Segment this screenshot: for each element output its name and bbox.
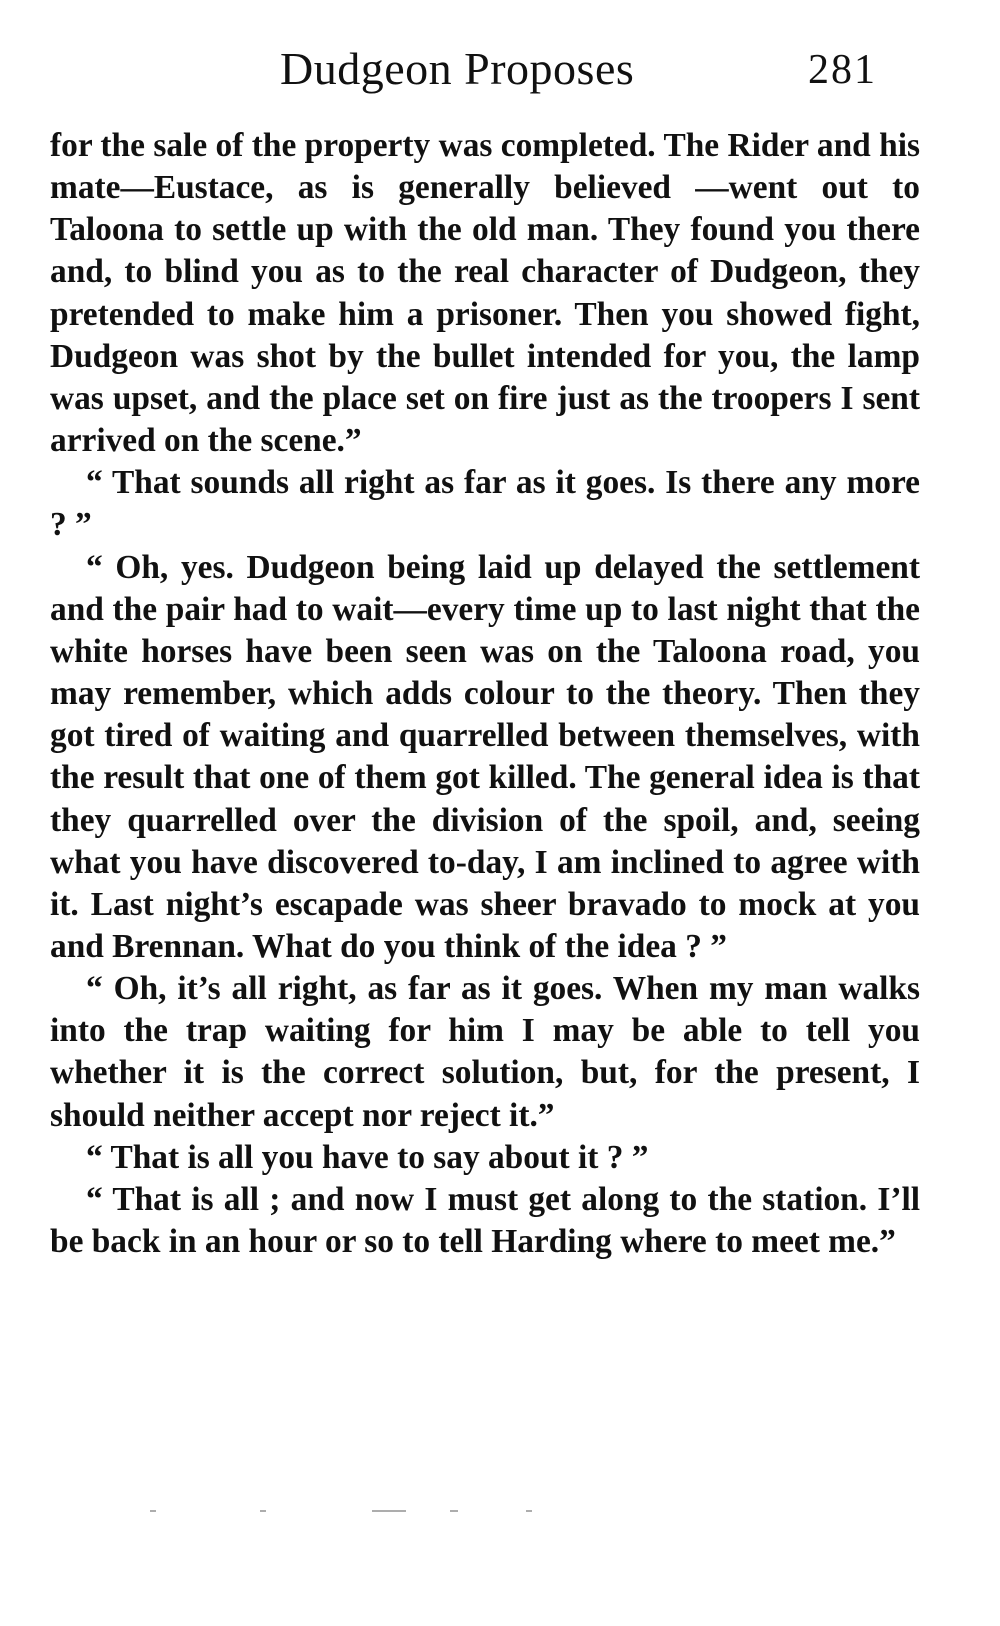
scan-mark xyxy=(260,1510,266,1512)
paragraph-continued: for the sale of the property was completed. The Rider and his mate—Eustace, as is generally believed —went out to Taloona to settle up with the old man. They found you there and, to blind you as to the real character of Dudgeon, they pretended to make him a prisoner. Then you showed fight, Dudgeon was shot by the bullet intended for you, the lamp was upset, and the place set on fire just as the troopers I sent arrived on the scene.” xyxy=(50,127,920,460)
paragraph-dialogue: “ Oh, it’s all right, as far as it goes. When my man walks into the trap waiting for him I may be able to tell you whether it is the correct solution, but, for the present, I should neither accept nor reject it.” xyxy=(50,970,920,1134)
page-number: 281 xyxy=(808,47,877,93)
scan-artifact-marks xyxy=(150,1510,550,1516)
page-header xyxy=(0,42,1000,112)
scan-mark xyxy=(150,1510,156,1512)
paragraph-dialogue: “ That sounds all right as far as it goes. Is there any more ? ” xyxy=(50,464,920,544)
paragraph-dialogue: “ Oh, yes. Dudgeon being laid up delayed the settlement and the pair had to wait—every time up to last night that the white horses have been seen was on the Taloona road, you may remember, which adds colour to the theory. Then they got tired of waiting and quarrelled between themselves, with the result that one of them got killed. The general idea is that they quarrelled over the division of the spoil, and, seeing what you have discovered to-day, I am inclined to agree with it. Last night’s escapade was sheer bravado to mock at you and Brennan. What do you think of the idea ? ” xyxy=(50,548,920,965)
body-text xyxy=(50,125,920,1263)
paragraph-dialogue: “ That is all you have to say about it ? ” xyxy=(86,1138,649,1176)
scan-mark xyxy=(526,1510,532,1512)
scan-mark xyxy=(450,1510,458,1512)
paragraph-dialogue: “ That is all ; and now I must get along to the station. I’ll be back in an hour or so to tell Harding where to meet me.” xyxy=(50,1180,920,1261)
running-title: Dudgeon Proposes xyxy=(280,43,635,94)
scan-mark xyxy=(372,1510,406,1512)
